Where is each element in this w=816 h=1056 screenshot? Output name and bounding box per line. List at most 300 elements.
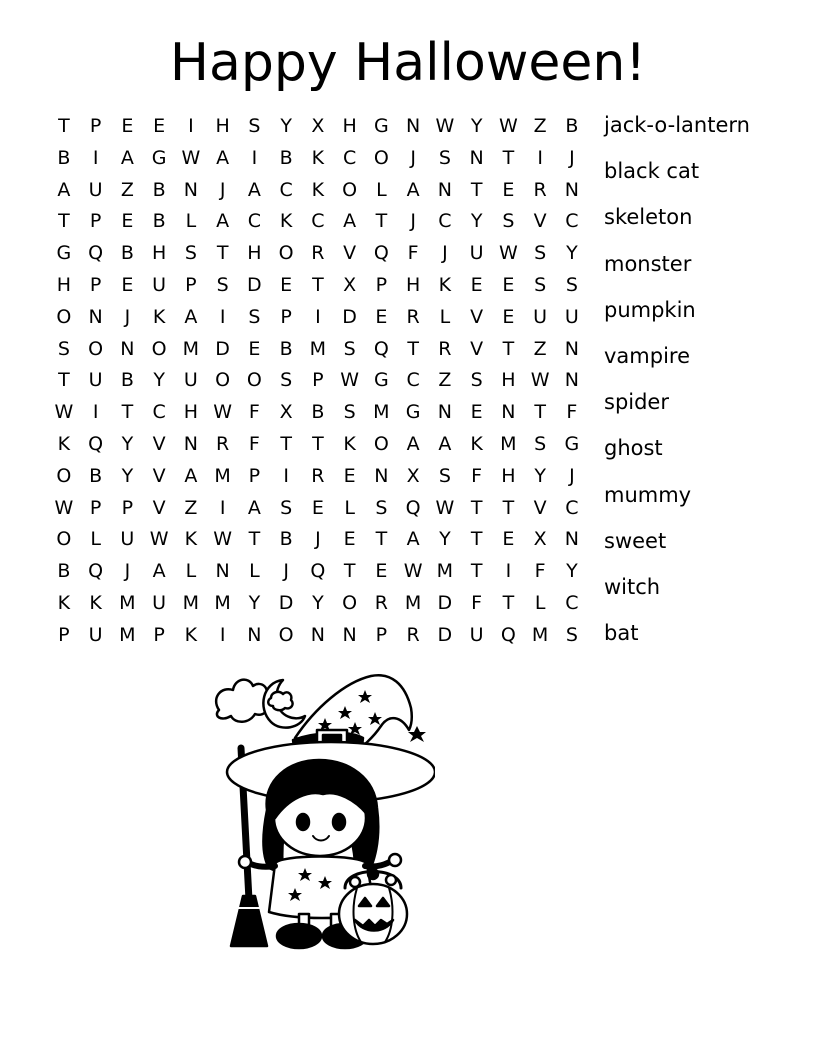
grid-letter: O — [278, 242, 294, 265]
grid-letter: T — [470, 178, 483, 201]
grid-letter: O — [56, 305, 72, 328]
grid-letter: T — [312, 273, 324, 296]
grid-letter: B — [120, 369, 134, 392]
grid-letter: O — [56, 464, 72, 487]
grid-letter: F — [566, 401, 578, 424]
grid-letter: K — [152, 305, 166, 328]
word-list-item: bat — [604, 621, 639, 646]
grid-letter: E — [280, 273, 293, 296]
grid-letter: V — [533, 496, 547, 519]
word-list-item: spider — [604, 390, 669, 415]
word-list-item: black cat — [604, 159, 700, 184]
grid-letter: L — [534, 591, 546, 614]
grid-letter: M — [404, 591, 422, 614]
grid-letter: A — [406, 432, 420, 455]
grid-letter: D — [342, 305, 357, 328]
grid-letter: P — [89, 115, 102, 137]
grid-row — [48, 143, 588, 175]
grid-letter: K — [470, 432, 483, 455]
grid-letter: I — [537, 146, 543, 169]
grid-letter: S — [248, 115, 261, 137]
grid-letter: N — [183, 178, 198, 201]
grid-letter: H — [183, 401, 199, 424]
grid-letter: S — [502, 210, 515, 233]
grid-letter: S — [57, 337, 70, 360]
grid-letter: V — [152, 432, 166, 455]
grid-letter: J — [315, 528, 321, 551]
grid-row — [48, 175, 588, 207]
grid-row — [48, 365, 588, 397]
grid-letter: T — [248, 528, 261, 551]
grid-letter: X — [311, 115, 325, 137]
grid-letter: D — [437, 623, 453, 646]
grid-letter: U — [469, 242, 484, 265]
grid-letter: N — [215, 560, 230, 583]
grid-letter: V — [533, 210, 547, 233]
grid-letter: U — [120, 528, 135, 551]
word-list-item: witch — [604, 574, 661, 599]
grid-letter: L — [376, 178, 387, 201]
grid-letter: F — [534, 560, 546, 583]
grid-letter: W — [530, 369, 550, 392]
grid-letter: S — [470, 369, 483, 392]
grid-letter: O — [373, 432, 389, 455]
grid-letter: S — [343, 337, 356, 360]
grid-letter: T — [58, 369, 70, 392]
grid-letter: N — [501, 401, 516, 424]
grid-letter: C — [565, 496, 579, 519]
grid-letter: S — [438, 146, 451, 169]
grid-letter: J — [442, 242, 448, 265]
grid-letter: E — [121, 115, 134, 137]
word-list-item: jack-o-lantern — [604, 113, 750, 137]
grid-letter: A — [406, 528, 420, 551]
grid-letter: J — [124, 560, 131, 583]
grid-letter: B — [279, 337, 293, 360]
grid-letter: T — [470, 528, 483, 551]
grid-letter: R — [311, 464, 325, 487]
grid-row — [48, 302, 588, 334]
grid-row — [48, 397, 588, 429]
grid-letter: W — [435, 115, 455, 137]
grid-letter: E — [121, 273, 134, 296]
grid-letter: L — [249, 560, 260, 583]
grid-letter: Q — [405, 496, 421, 519]
grid-letter: V — [470, 337, 484, 360]
grid-letter: F — [471, 591, 483, 614]
grid-letter: M — [214, 591, 231, 614]
grid-letter: A — [438, 432, 452, 455]
grid-letter: L — [185, 560, 197, 583]
grid-letter: U — [88, 623, 103, 646]
grid-letter: P — [375, 623, 388, 646]
grid-letter: G — [151, 146, 167, 169]
word-list-item: monster — [604, 251, 692, 276]
grid-letter: Q — [88, 560, 104, 583]
grid-letter: F — [248, 401, 260, 424]
grid-letter: V — [470, 305, 484, 328]
grid-letter: G — [374, 369, 389, 392]
grid-letter: B — [152, 210, 166, 233]
grid-letter: Y — [280, 115, 292, 137]
grid-letter: E — [343, 464, 356, 487]
grid-letter: S — [565, 273, 578, 296]
grid-letter: N — [247, 623, 262, 646]
grid-letter: V — [152, 496, 166, 519]
grid-letter: E — [248, 337, 261, 360]
grid-letter: D — [247, 273, 262, 296]
grid-letter: M — [214, 464, 231, 487]
grid-letter: Q — [500, 623, 516, 646]
grid-letter: S — [534, 242, 547, 265]
grid-letter: Y — [439, 528, 451, 551]
grid-letter: N — [469, 146, 484, 169]
grid-letter: N — [310, 623, 325, 646]
grid-letter: N — [564, 528, 579, 551]
grid-letter: N — [406, 115, 421, 137]
grid-letter: G — [564, 432, 580, 455]
grid-letter: T — [121, 401, 134, 424]
grid-letter: S — [280, 369, 293, 392]
grid-letter: K — [311, 178, 325, 201]
grid-letter: Y — [248, 591, 261, 614]
grid-letter: I — [92, 401, 99, 424]
grid-letter: J — [410, 210, 416, 233]
grid-letter: R — [374, 591, 388, 614]
grid-letter: A — [57, 178, 71, 201]
grid-letter: E — [502, 273, 515, 296]
grid-letter: A — [406, 178, 420, 201]
grid-letter: P — [89, 273, 102, 296]
grid-letter: F — [248, 432, 260, 455]
grid-letter: W — [149, 528, 169, 551]
grid-letter: C — [152, 401, 166, 424]
grid-letter: A — [247, 496, 261, 519]
grid-letter: I — [188, 115, 194, 137]
grid-letter: P — [312, 369, 324, 392]
grid-letter: P — [280, 305, 292, 328]
grid-row — [48, 461, 588, 493]
grid-letter: T — [280, 432, 292, 455]
grid-letter: N — [183, 432, 198, 455]
grid-letter: H — [215, 115, 230, 137]
grid-letter: C — [406, 369, 420, 392]
grid-letter: H — [342, 115, 357, 137]
grid-letter: J — [283, 560, 289, 583]
grid-letter: R — [438, 337, 452, 360]
grid-letter: E — [502, 528, 515, 551]
grid-letter: T — [502, 337, 515, 360]
grid-letter: R — [216, 432, 230, 455]
grid-letter: O — [151, 337, 167, 360]
grid-letter: E — [375, 560, 388, 583]
grid-letter: E — [311, 496, 324, 519]
grid-letter: T — [534, 401, 546, 424]
grid-letter: J — [569, 146, 575, 169]
grid-letter: A — [184, 305, 198, 328]
grid-letter: N — [120, 337, 135, 360]
grid-letter: X — [533, 528, 547, 551]
grid-letter: L — [344, 496, 355, 519]
grid-letter: D — [278, 591, 294, 614]
grid-letter: I — [219, 305, 226, 328]
grid-letter: M — [531, 623, 549, 646]
word-list-item: skeleton — [604, 205, 693, 230]
grid-letter: A — [120, 146, 134, 169]
grid-letter: S — [343, 401, 356, 424]
grid-letter: Y — [470, 210, 483, 233]
grid-row — [48, 556, 588, 588]
witch-girl-illustration — [205, 668, 435, 958]
grid-letter: K — [89, 591, 102, 614]
grid-row — [48, 111, 588, 143]
grid-letter: P — [153, 623, 165, 646]
grid-letter: E — [502, 305, 515, 328]
grid-letter: S — [438, 464, 451, 487]
grid-letter: K — [343, 432, 356, 455]
grid-letter: S — [248, 305, 261, 328]
grid-letter: T — [58, 210, 70, 233]
grid-letter: S — [280, 496, 293, 519]
grid-letter: A — [152, 560, 166, 583]
grid-letter: I — [315, 305, 321, 328]
grid-letter: O — [342, 178, 358, 201]
grid-letter: R — [533, 178, 547, 201]
grid-letter: C — [311, 210, 325, 233]
grid-letter: U — [183, 369, 198, 392]
grid-letter: U — [88, 178, 103, 201]
grid-letter: E — [502, 178, 515, 201]
grid-letter: N — [437, 178, 452, 201]
grid-letter: Q — [88, 432, 104, 455]
grid-letter: T — [375, 210, 388, 233]
grid-letter: A — [216, 146, 230, 169]
page-title: Happy Halloween! — [169, 33, 647, 93]
grid-letter: H — [501, 464, 516, 487]
grid-letter: B — [152, 178, 166, 201]
grid-letter: C — [565, 591, 579, 614]
grid-letter: J — [124, 305, 131, 328]
grid-letter: B — [279, 528, 293, 551]
grid-letter: B — [565, 115, 579, 137]
grid-letter: N — [342, 623, 357, 646]
grid-letter: Y — [121, 432, 134, 455]
grid-letter: O — [56, 528, 72, 551]
grid-letter: X — [279, 401, 293, 424]
grid-letter: T — [470, 560, 483, 583]
grid-letter: K — [438, 273, 452, 296]
grid-letter: W — [403, 560, 423, 583]
grid-letter: I — [251, 146, 258, 169]
grid-letter: S — [216, 273, 229, 296]
word-list-item: sweet — [604, 528, 667, 553]
grid-letter: J — [219, 178, 226, 201]
word-list-item: pumpkin — [604, 297, 696, 322]
grid-letter: L — [90, 528, 101, 551]
grid-letter: O — [88, 337, 104, 360]
grid-row — [48, 429, 588, 461]
grid-letter: F — [471, 464, 483, 487]
grid-letter: C — [438, 210, 452, 233]
grid-letter: W — [498, 242, 518, 265]
grid-letter: M — [182, 591, 200, 614]
grid-letter: B — [57, 146, 71, 169]
grid-letter: Y — [534, 464, 546, 487]
grid-letter: P — [248, 464, 261, 487]
grid-letter: G — [374, 115, 389, 137]
grid-letter: C — [342, 146, 357, 169]
grid-letter: W — [54, 496, 74, 519]
letter-grid — [48, 111, 588, 652]
grid-letter: Y — [121, 464, 134, 487]
grid-letter: H — [501, 369, 516, 392]
grid-letter: H — [56, 273, 72, 296]
grid-letter: P — [89, 496, 102, 519]
grid-letter: K — [184, 623, 198, 646]
grid-letter: H — [151, 242, 167, 265]
grid-letter: P — [375, 273, 388, 296]
grid-letter: K — [57, 591, 71, 614]
grid-letter: A — [184, 464, 198, 487]
grid-letter: R — [406, 305, 420, 328]
grid-letter: C — [565, 210, 579, 233]
grid-letter: M — [500, 432, 517, 455]
grid-letter: V — [152, 464, 166, 487]
grid-letter: O — [373, 146, 389, 169]
grid-letter: X — [343, 273, 357, 296]
grid-letter: T — [58, 115, 70, 137]
grid-letter: N — [564, 337, 579, 360]
grid-letter: I — [219, 496, 226, 519]
grid-letter: R — [406, 623, 420, 646]
grid-letter: Q — [373, 242, 389, 265]
grid-letter: X — [406, 464, 420, 487]
grid-row — [48, 493, 588, 525]
grid-letter: H — [247, 242, 262, 265]
grid-letter: Y — [153, 369, 165, 392]
grid-row — [48, 206, 588, 238]
grid-letter: F — [407, 242, 419, 265]
grid-letter: E — [375, 305, 388, 328]
grid-letter: T — [502, 496, 515, 519]
grid-letter: N — [88, 305, 103, 328]
grid-letter: K — [279, 210, 293, 233]
grid-letter: O — [342, 591, 358, 614]
grid-row — [48, 238, 588, 270]
grid-letter: M — [182, 337, 200, 360]
grid-letter: T — [343, 560, 356, 583]
grid-letter: V — [343, 242, 357, 265]
grid-letter: P — [89, 210, 102, 233]
grid-letter: U — [564, 305, 579, 328]
grid-letter: U — [152, 591, 167, 614]
grid-row — [48, 588, 588, 620]
grid-letter: D — [437, 591, 453, 614]
grid-letter: A — [343, 210, 357, 233]
grid-letter: N — [564, 369, 579, 392]
grid-letter: Q — [373, 337, 389, 360]
grid-letter: W — [213, 401, 233, 424]
grid-letter: S — [534, 432, 547, 455]
grid-letter: M — [436, 560, 454, 583]
grid-letter: K — [57, 432, 71, 455]
grid-letter: T — [470, 496, 483, 519]
grid-letter: Z — [533, 115, 547, 137]
grid-letter: T — [312, 432, 324, 455]
grid-letter: P — [185, 273, 197, 296]
grid-letter: T — [375, 528, 388, 551]
grid-letter: K — [184, 528, 198, 551]
grid-letter: U — [152, 273, 167, 296]
grid-letter: E — [153, 115, 166, 137]
grid-letter: C — [247, 210, 262, 233]
grid-letter: B — [279, 146, 293, 169]
grid-letter: T — [407, 337, 419, 360]
grid-letter: S — [184, 242, 197, 265]
grid-letter: T — [502, 146, 515, 169]
grid-letter: W — [435, 496, 455, 519]
grid-letter: N — [564, 178, 579, 201]
word-list-item: ghost — [604, 436, 663, 461]
grid-letter: U — [469, 623, 484, 646]
grid-letter: O — [278, 623, 294, 646]
grid-letter: U — [88, 369, 103, 392]
grid-letter: P — [121, 496, 134, 519]
grid-row — [48, 524, 588, 556]
grid-letter: D — [215, 337, 230, 360]
grid-letter: G — [405, 401, 421, 424]
grid-letter: M — [119, 591, 136, 614]
grid-letter: B — [120, 242, 134, 265]
grid-letter: W — [54, 401, 74, 424]
grid-letter: Q — [88, 242, 104, 265]
grid-letter: C — [279, 178, 293, 201]
grid-letter: T — [216, 242, 229, 265]
grid-letter: E — [470, 273, 483, 296]
grid-letter: B — [57, 560, 71, 583]
grid-letter: S — [534, 273, 547, 296]
grid-letter: L — [439, 305, 451, 328]
grid-letter: B — [311, 401, 325, 424]
grid-row — [48, 270, 588, 302]
grid-letter: O — [246, 369, 262, 392]
grid-letter: L — [185, 210, 197, 233]
grid-letter: T — [502, 591, 515, 614]
grid-letter: Z — [533, 337, 547, 360]
grid-letter: N — [374, 464, 389, 487]
grid-letter: I — [505, 560, 512, 583]
grid-letter: M — [309, 337, 327, 360]
grid-letter: W — [340, 369, 360, 392]
grid-letter: Q — [310, 560, 326, 583]
grid-letter: Z — [184, 496, 198, 519]
grid-letter: Y — [470, 115, 483, 137]
grid-letter: Z — [120, 178, 134, 201]
grid-letter: W — [498, 115, 518, 137]
grid-letter: G — [56, 242, 72, 265]
grid-letter: E — [343, 528, 356, 551]
grid-letter: W — [181, 146, 201, 169]
grid-letter: J — [410, 146, 416, 169]
grid-letter: S — [565, 623, 578, 646]
grid-letter: I — [219, 623, 226, 646]
word-list — [604, 108, 750, 662]
grid-row — [48, 334, 588, 366]
grid-letter: Y — [566, 242, 578, 265]
grid-letter: I — [92, 146, 99, 169]
word-list-item: mummy — [604, 482, 692, 507]
grid-letter: I — [283, 464, 289, 487]
